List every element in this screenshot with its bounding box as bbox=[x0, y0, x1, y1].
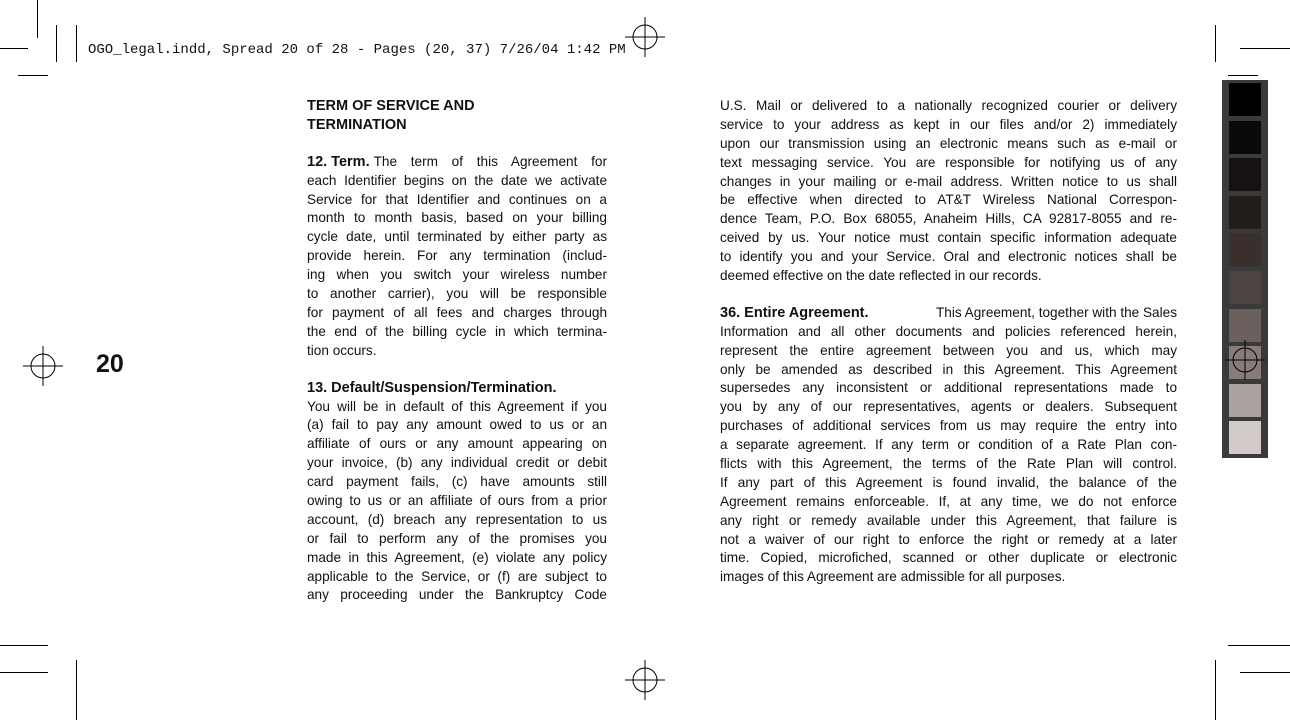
paragraph bbox=[720, 97, 1177, 286]
text-line: your invoice, (b) any individual credit or debit bbox=[307, 455, 607, 471]
text-line: any right or remedy available under this Agreement, that failure is bbox=[720, 512, 1177, 528]
text-line: or fail to perform any of the promises you bbox=[307, 530, 607, 546]
text-line: owing to us or an affiliate of ours from a prior bbox=[307, 492, 607, 508]
text-line: represent the entire agreement between you and us, which may bbox=[720, 342, 1177, 358]
color-swatch bbox=[1229, 384, 1261, 417]
text-line: provide herein. For any termination (includ- bbox=[307, 248, 607, 264]
crop-mark bbox=[1215, 25, 1216, 62]
text-line: a separate agreement. If any term or condition of a Rate Plan con- bbox=[720, 437, 1177, 453]
text-line: dence Team, P.O. Box 68055, Anaheim Hills, CA 92817-8055 and re- bbox=[720, 211, 1177, 227]
text-line: you by any of our representatives, agents or dealers. Subsequent bbox=[720, 399, 1177, 415]
text-line: any proceeding under the Bankruptcy Code bbox=[307, 587, 607, 603]
text-line: text messaging service. You are responsible for notifying us of any bbox=[720, 154, 1177, 170]
heading-line: TERMINATION bbox=[307, 116, 407, 133]
crop-mark bbox=[1215, 660, 1216, 720]
paragraph bbox=[307, 379, 607, 606]
text-line: Information and all other documents and policies referenced herein, bbox=[720, 323, 1177, 339]
text-line: be effective when directed to AT&T Wireless National Correspon- bbox=[720, 192, 1177, 208]
text-line: applicable to the Service, or (f) are subject to bbox=[307, 568, 607, 584]
text-line: to identify you and your Service. Oral and electronic notices shall be bbox=[720, 249, 1177, 265]
text-line: If any part of this Agreement is found invalid, the balance of the bbox=[720, 474, 1177, 490]
text-line bbox=[307, 379, 607, 398]
text-line: the end of the billing cycle in which termina- bbox=[307, 323, 607, 339]
text-line bbox=[720, 304, 1177, 323]
text-line: You will be in default of this Agreement if you bbox=[307, 398, 607, 414]
color-swatch bbox=[1229, 309, 1261, 342]
text-line: images of this Agreement are admissible for all purposes. bbox=[720, 569, 1066, 585]
paragraph bbox=[720, 304, 1177, 587]
text-line: supersedes any inconsistent or additional representations made to bbox=[720, 380, 1177, 396]
page-number: 20 bbox=[96, 350, 124, 378]
crop-mark bbox=[56, 25, 57, 62]
text-line: to another carrier), you will be responsible bbox=[307, 286, 607, 302]
text-line: upon our transmission using an electronic means such as e-mail or bbox=[720, 135, 1177, 151]
color-swatch bbox=[1229, 196, 1261, 229]
crop-mark bbox=[37, 0, 38, 38]
registration-mark-icon bbox=[625, 17, 665, 57]
section-lead: 36. Entire Agreement. bbox=[720, 304, 869, 321]
color-swatch bbox=[1229, 233, 1261, 266]
line-text: The term of this Agreement for bbox=[373, 153, 607, 169]
text-line: purchases of additional services from us may require the entry into bbox=[720, 418, 1177, 434]
crop-mark bbox=[1228, 75, 1258, 76]
text-line: made in this Agreement, (e) violate any policy bbox=[307, 549, 607, 565]
text-line: (a) fail to pay any amount owed to us or an bbox=[307, 417, 607, 433]
crop-mark bbox=[1240, 672, 1290, 673]
text-line: not a waiver of our right to enforce the right or remedy at a later bbox=[720, 531, 1177, 547]
text-line: flicts with this Agreement, the terms of the Rate Plan will control. bbox=[720, 456, 1177, 472]
crop-mark bbox=[76, 660, 77, 720]
text-line: each Identifier begins on the date we activate bbox=[307, 172, 607, 188]
registration-mark-icon bbox=[625, 660, 665, 700]
crop-mark bbox=[18, 75, 48, 76]
text-line: tion occurs. bbox=[307, 342, 377, 358]
text-line: cycle date, until terminated by either party as bbox=[307, 229, 607, 245]
paragraph bbox=[307, 153, 607, 361]
section-heading bbox=[307, 97, 607, 135]
text-line: month to month basis, based on your billing bbox=[307, 210, 607, 226]
crop-mark bbox=[0, 672, 48, 673]
right-column bbox=[720, 97, 1177, 605]
text-line: affiliate of ours or any amount appearing on bbox=[307, 436, 607, 452]
text-line: service to your address as kept in our files and/or 2) immediately bbox=[720, 116, 1177, 132]
crop-mark bbox=[1228, 645, 1290, 646]
text-line: Agreement remains enforceable. If, at any time, we do not enforce bbox=[720, 493, 1177, 509]
text-line: for payment of all fees and charges through bbox=[307, 304, 607, 320]
text-line bbox=[307, 153, 607, 172]
crop-mark bbox=[76, 25, 77, 62]
text-line: ing when you switch your wireless number bbox=[307, 267, 607, 283]
text-line: deemed effective on the date reflected in our records. bbox=[720, 268, 1042, 284]
text-line: ceived by us. Your notice must contain specific information adequate bbox=[720, 230, 1177, 246]
text-line: changes in your mailing or e-mail address. Written notice to us shall bbox=[720, 173, 1177, 189]
text-line: account, (d) breach any representation to us bbox=[307, 511, 607, 527]
registration-mark-icon bbox=[1225, 340, 1265, 380]
text-line: only be amended as described in this Agreement. This Agreement bbox=[720, 361, 1177, 377]
color-calibration-bar bbox=[1222, 80, 1268, 458]
crop-mark bbox=[0, 48, 28, 49]
registration-mark-icon bbox=[23, 346, 63, 386]
color-swatch bbox=[1229, 271, 1261, 304]
color-swatch bbox=[1229, 121, 1261, 154]
color-swatch bbox=[1229, 158, 1261, 191]
crop-mark bbox=[1240, 48, 1290, 49]
text-line: card payment fails, (c) have amounts still bbox=[307, 474, 607, 490]
text-line: U.S. Mail or delivered to a nationally recognized courier or delivery bbox=[720, 98, 1177, 113]
text-line: Service for that Identifier and continues on a bbox=[307, 191, 607, 207]
text-line: time. Copied, microfiched, scanned or other duplicate or electronic bbox=[720, 550, 1177, 566]
color-swatch bbox=[1229, 421, 1261, 454]
color-swatch bbox=[1229, 83, 1261, 116]
crop-mark bbox=[0, 645, 48, 646]
file-slug: OGO_legal.indd, Spread 20 of 28 - Pages (20, 37) 7/26/04 1:42 PM bbox=[88, 42, 626, 58]
left-column bbox=[307, 97, 607, 623]
line-text: This Agreement, together with the Sales bbox=[935, 304, 1177, 320]
section-lead: 13. Default/Suspension/Termination. bbox=[307, 379, 557, 396]
section-lead: 12. Term. bbox=[307, 153, 370, 170]
heading-line: TERM OF SERVICE AND bbox=[307, 98, 475, 114]
